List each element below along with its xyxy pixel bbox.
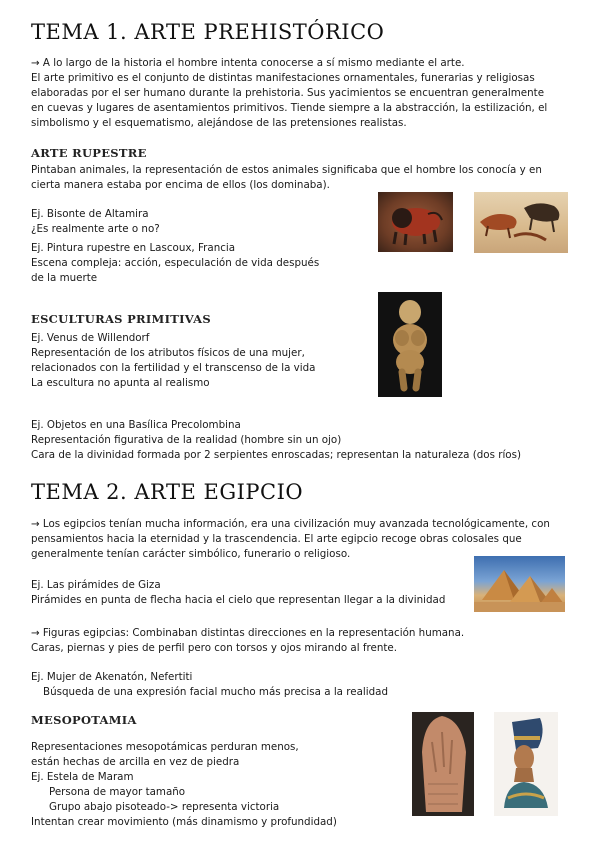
- text-line: Ej. Pintura rupestre en Lascoux, Francia: [31, 242, 236, 254]
- text-line: Intentan crear movimiento (más dinamismo y profundidad): [31, 816, 337, 828]
- text-line: El arte primitivo es el conjunto de distintas manifestaciones ornamentales, funerarias y religiosas: [31, 72, 535, 84]
- text-line: cierta manera estaba por encima de ellos (los dominaba).: [31, 179, 330, 191]
- text-line: Búsqueda de una expresión facial mucho más precisa a la realidad: [43, 686, 389, 698]
- estela-maram-image: [412, 712, 474, 816]
- text-line: simbolismo y el esquematismo, alejándose de las pretensiones realistas.: [31, 117, 407, 129]
- text-line: Representación figurativa de la realidad (hombre sin un ojo): [31, 434, 342, 446]
- example-basilica: [31, 418, 521, 463]
- example-altamira: [31, 207, 160, 237]
- text-line: → A lo largo de la historia el hombre intenta conocerse a sí mismo mediante el arte.: [31, 57, 465, 69]
- text-line: Ej. Mujer de Akenatón, Nefertiti: [31, 671, 193, 683]
- text-line: Ej. Objetos en una Basílica Precolombina: [31, 419, 241, 431]
- section-heading-mesopotamia: MESOPOTAMIA: [31, 713, 137, 727]
- text-line: → Figuras egipcias: Combinaban distintas direcciones en la representación humana.: [31, 627, 465, 639]
- rupestre-desc: [31, 163, 542, 193]
- text-line: pensamientos hacia la eternidad y la trascendencia. El arte egipcio recoge obras colosales que: [31, 533, 522, 545]
- text-line: Pirámides en punta de flecha hacia el cielo que representan llegar a la divinidad: [31, 594, 446, 606]
- text-line: Ej. Venus de Willendorf: [31, 332, 150, 344]
- piramides-giza-image: [474, 556, 565, 612]
- text-line: → Los egipcios tenían mucha información, era una civilización muy avanzada tecnológicamente, con: [31, 518, 550, 530]
- nefertiti-bust-image: [494, 712, 558, 816]
- text-line: están hechas de arcilla en vez de piedra: [31, 756, 240, 768]
- lascaux-painting-image: [474, 192, 568, 253]
- text-line: en cuevas y lugares de asentamientos primitivos. Tiende siempre a la abstracción, la estilización, el: [31, 102, 548, 114]
- text-line: Persona de mayor tamaño: [49, 786, 186, 798]
- section-heading-rupestre: ARTE RUPESTRE: [31, 146, 147, 160]
- text-line: Ej. Las pirámides de Giza: [31, 579, 161, 591]
- text-line: Representaciones mesopotámicas perduran menos,: [31, 741, 299, 753]
- venus-willendorf-image: [378, 292, 442, 397]
- figuras-egipcias: [31, 626, 464, 656]
- tema2-intro: [31, 517, 550, 562]
- tema2-title: TEMA 2. ARTE EGIPCIO: [31, 480, 304, 504]
- tema1-title: TEMA 1. ARTE PREHISTÓRICO: [31, 20, 385, 44]
- text-line: La escultura no apunta al realismo: [31, 377, 210, 389]
- text-line: elaboradas por el ser humano durante la prehistoria. Sus yacimientos se encuentran generalmente: [31, 87, 545, 99]
- bison-altamira-image: [378, 192, 453, 252]
- text-line: de la muerte: [31, 272, 98, 284]
- example-nefertiti: [31, 670, 388, 700]
- mesopotamia-text: [31, 740, 337, 830]
- section-heading-esculturas: ESCULTURAS PRIMITIVAS: [31, 312, 211, 326]
- text-line: Pintaban animales, la representación de estos animales significaba que el hombre los conocía y en: [31, 164, 542, 176]
- text-line: Ej. Estela de Maram: [31, 771, 134, 783]
- text-line: relacionados con la fertilidad y el transcenso de la vida: [31, 362, 316, 374]
- text-line: Cara de la divinidad formada por 2 serpientes enroscadas; representan la naturaleza (dos ríos): [31, 449, 521, 461]
- text-line: ¿Es realmente arte o no?: [31, 223, 160, 235]
- example-venus: [31, 331, 315, 391]
- tema1-intro: [31, 56, 547, 131]
- text-line: Caras, piernas y pies de perfil pero con torsos y ojos mirando al frente.: [31, 642, 398, 654]
- text-line: Representación de los atributos físicos de una mujer,: [31, 347, 305, 359]
- text-line: Grupo abajo pisoteado-> representa victoria: [49, 801, 280, 813]
- example-piramides: [31, 578, 445, 608]
- text-line: Escena compleja: acción, especulación de vida después: [31, 257, 320, 269]
- example-lascoux: [31, 241, 319, 286]
- text-line: Ej. Bisonte de Altamira: [31, 208, 149, 220]
- text-line: generalmente tenían carácter simbólico, funerario o religioso.: [31, 548, 351, 560]
